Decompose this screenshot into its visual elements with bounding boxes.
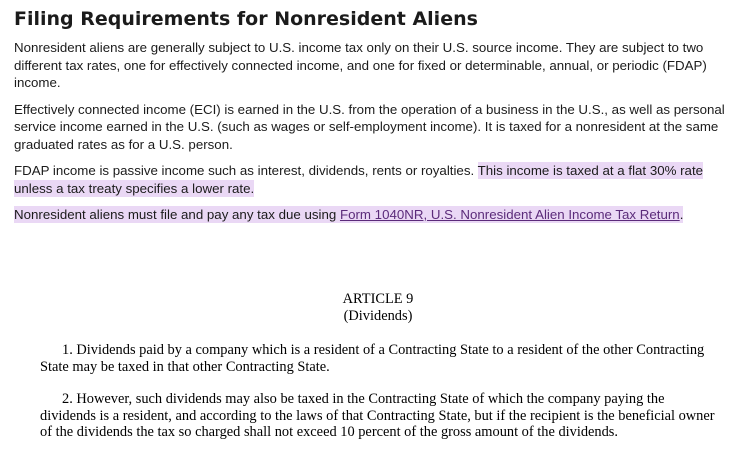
filing-period: . <box>679 207 684 222</box>
treaty-article-9 <box>40 291 716 457</box>
intro-paragraph: Nonresident aliens are generally subject to U.S. income tax only on their U.S. source income. They are subject to two different tax rates, one for effectively connected income, and one for fixed or determinable, annual, or periodic (FDAP) income. <box>14 40 707 90</box>
filing-paragraph <box>14 206 738 224</box>
filing-requirements-section <box>14 6 738 233</box>
article-title: ARTICLE 9 <box>342 291 414 307</box>
form-1040nr-link[interactable]: Form 1040NR, U.S. Nonresident Alien Income Tax Return <box>339 207 680 222</box>
article-paragraph-1: 1. Dividends paid by a company which is a resident of a Contracting State to a resident of the other Contracting State may be taxed in that other Contracting State. <box>40 342 705 375</box>
section-heading: Filing Requirements for Nonresident Aliens <box>14 8 478 30</box>
article-paragraph-2: 2. However, such dividends may also be taxed in the Contracting State of which the company paying the dividends is a resident, and according to the laws of that Contracting State, but if the recipient is the beneficial owner of the dividends the tax so charged shall not exceed 10 percent of the gross amount of the dividends. <box>40 391 715 440</box>
eci-paragraph: Effectively connected income (ECI) is earned in the U.S. from the operation of a business in the U.S., as well as personal service income earned in the U.S. (such as wages or self-employment income). It is taxed for a nonresident at the same graduated rates as for a U.S. person. <box>14 101 725 152</box>
article-subtitle: (Dividends) <box>343 307 413 324</box>
fdap-text: FDAP income is passive income such as interest, dividends, rents or royalties. <box>14 163 478 178</box>
highlighted-filing-text <box>14 206 683 223</box>
filing-text: Nonresident aliens must file and pay any tax due using <box>14 207 340 222</box>
fdap-paragraph <box>14 162 738 197</box>
highlighted-tax-rate-text: This income is taxed at a flat 30% rate unless a tax treaty specifies a lower rate. <box>14 163 704 196</box>
